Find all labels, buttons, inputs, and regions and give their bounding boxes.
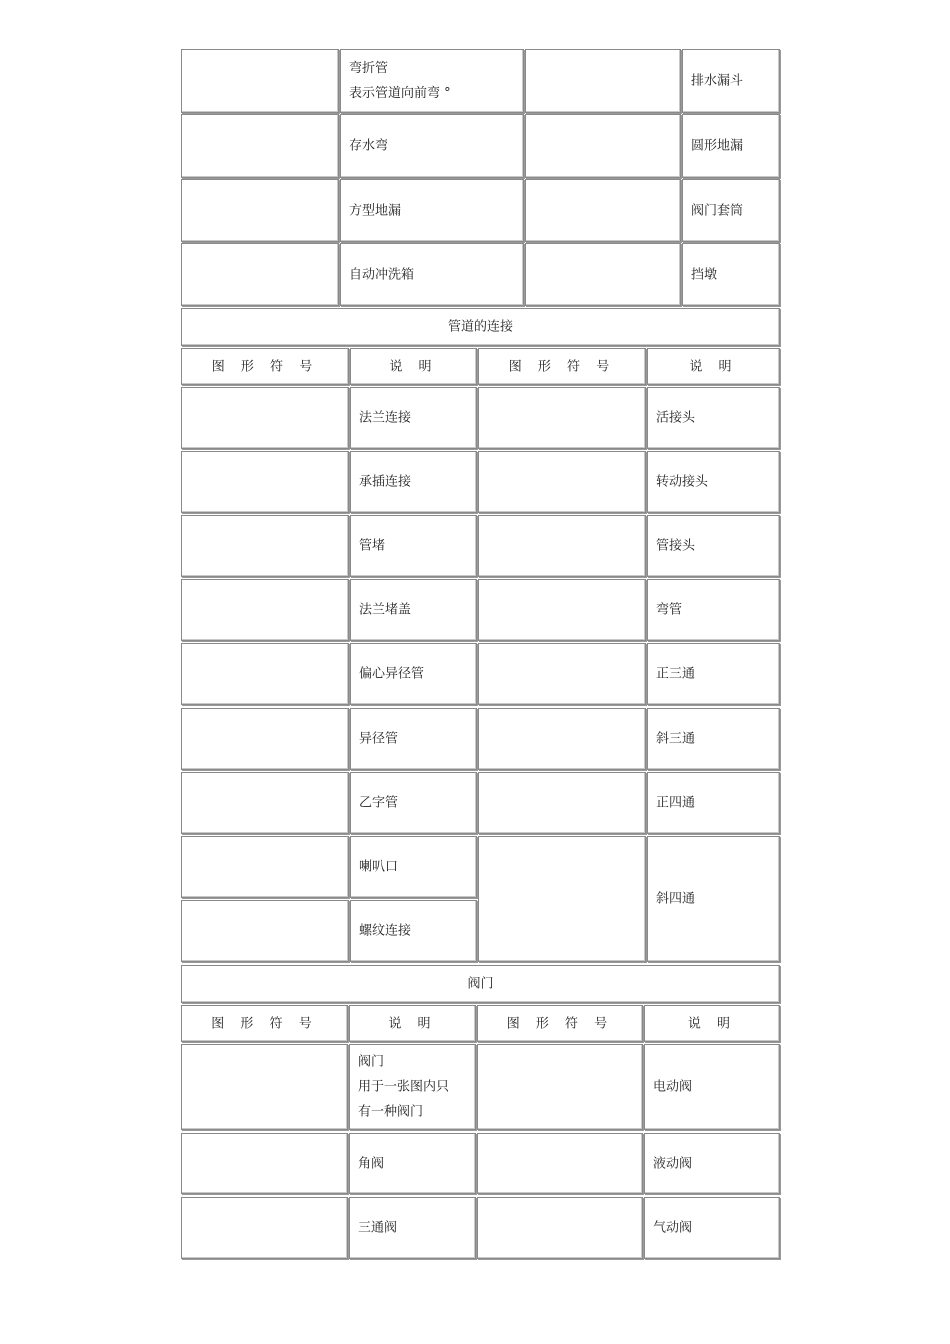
description-text: 管堵 — [359, 538, 386, 554]
symbol-cell — [478, 515, 646, 577]
symbol-cell — [181, 1197, 348, 1259]
symbol-cell — [181, 1044, 348, 1130]
symbol-cell — [478, 836, 646, 962]
description-text: 法兰连接 — [359, 410, 412, 426]
symbol-cell — [181, 515, 349, 577]
description-cell — [644, 1044, 780, 1130]
symbol-cell — [181, 49, 339, 113]
symbol-cell — [477, 1044, 643, 1130]
description-cell — [644, 1197, 780, 1259]
description-text: 弯管 — [656, 602, 683, 618]
symbol-cell — [181, 451, 349, 513]
header-text: 说 明 — [687, 1016, 737, 1031]
description-text: 正四通 — [656, 795, 696, 811]
description-cell — [350, 387, 477, 449]
description-cell — [647, 387, 780, 449]
description-text: 斜三通 — [656, 731, 696, 747]
description-text: 管接头 — [656, 538, 696, 554]
description-text: 法兰堵盖 — [359, 602, 412, 618]
description-cell — [647, 643, 780, 705]
description-text: 乙字管 — [359, 795, 399, 811]
description-text: 转动接头 — [656, 474, 709, 490]
symbol-cell — [525, 179, 681, 242]
symbol-cell — [478, 451, 646, 513]
description-text: 气动阀 — [653, 1220, 693, 1236]
description-cell — [340, 243, 524, 306]
section-title — [181, 965, 780, 1003]
description-text: 活接头 — [656, 410, 696, 426]
symbol-cell — [477, 1133, 643, 1194]
description-cell — [647, 451, 780, 513]
symbol-cell — [181, 114, 339, 178]
description-cell — [349, 1044, 476, 1130]
description-cell — [340, 179, 524, 242]
description-cell — [647, 708, 780, 770]
description-cell — [350, 708, 477, 770]
description-text: 阀门套筒 — [691, 203, 744, 218]
section-title — [181, 308, 780, 346]
description-cell — [682, 243, 780, 306]
description-text: 正三通 — [656, 666, 696, 682]
symbol-cell — [181, 387, 349, 449]
symbol-cell — [478, 708, 646, 770]
description-cell — [682, 114, 780, 178]
description-cell — [349, 1197, 476, 1259]
description-text: 液动阀 — [653, 1156, 693, 1171]
symbol-cell — [478, 387, 646, 449]
symbol-cell — [181, 1133, 348, 1194]
header-text: 说 明 — [689, 359, 738, 374]
description-text: 方型地漏 — [349, 203, 402, 218]
section-title-text: 管道的连接 — [447, 319, 513, 335]
header-cell — [181, 348, 349, 385]
description-text: 偏心异径管 — [359, 666, 425, 682]
symbol-cell — [181, 579, 349, 641]
description-text: 三通阀 — [358, 1220, 398, 1236]
header-cell — [181, 1005, 348, 1042]
description-cell — [340, 114, 524, 178]
description-cell — [350, 900, 477, 962]
description-cell — [647, 836, 780, 962]
symbol-cell — [181, 836, 349, 898]
description-cell — [350, 451, 477, 513]
symbol-cell — [181, 708, 349, 770]
description-cell — [350, 579, 477, 641]
header-text: 图 形 符 号 — [508, 359, 616, 374]
header-text: 图 形 符 号 — [506, 1016, 614, 1031]
header-text: 图 形 符 号 — [211, 1016, 318, 1031]
description-cell — [647, 579, 780, 641]
header-text: 图 形 符 号 — [211, 359, 319, 374]
symbol-cell — [478, 643, 646, 705]
description-text: 承插连接 — [359, 474, 412, 490]
header-text: 说 明 — [388, 1016, 437, 1031]
description-cell — [350, 772, 477, 834]
header-cell — [647, 348, 780, 385]
header-cell — [478, 348, 646, 385]
symbol-cell — [525, 49, 681, 113]
description-text: 圆形地漏 — [691, 138, 744, 154]
header-cell — [477, 1005, 643, 1042]
description-cell — [349, 1133, 476, 1194]
header-text: 说 明 — [389, 359, 438, 374]
header-cell — [350, 348, 477, 385]
section-title-text: 阀门 — [467, 976, 494, 992]
symbol-cell — [181, 900, 349, 962]
description-cell — [350, 836, 477, 898]
symbol-cell — [525, 114, 681, 178]
header-cell — [644, 1005, 780, 1042]
description-text: 角阀 — [358, 1156, 385, 1171]
description-text: 异径管 — [359, 731, 399, 747]
description-cell — [350, 643, 477, 705]
symbol-cell — [525, 243, 681, 306]
description-text: 喇叭口 — [359, 859, 399, 875]
description-cell — [340, 49, 524, 113]
description-text: 排水漏斗 — [691, 73, 744, 89]
description-cell — [644, 1133, 780, 1194]
description-cell — [647, 515, 780, 577]
description-text: 弯折管 表示管道向前弯 ° — [349, 61, 451, 101]
description-cell — [647, 772, 780, 834]
description-cell — [350, 515, 477, 577]
symbol-cell — [181, 243, 339, 306]
symbol-cell — [181, 643, 349, 705]
symbol-cell — [181, 772, 349, 834]
description-text: 阀门 用于一张图内只 有一种阀门 — [358, 1054, 450, 1120]
description-cell — [682, 49, 780, 113]
symbol-cell — [478, 579, 646, 641]
description-text: 自动冲洗箱 — [349, 267, 415, 282]
symbol-cell — [477, 1197, 643, 1259]
description-text: 电动阀 — [653, 1079, 693, 1095]
description-text: 螺纹连接 — [359, 923, 412, 939]
description-cell — [682, 179, 780, 242]
header-cell — [349, 1005, 476, 1042]
symbol-cell — [181, 179, 339, 242]
symbol-cell — [478, 772, 646, 834]
description-text: 挡墩 — [691, 267, 718, 282]
description-text: 斜四通 — [656, 891, 696, 907]
description-text: 存水弯 — [349, 138, 389, 154]
